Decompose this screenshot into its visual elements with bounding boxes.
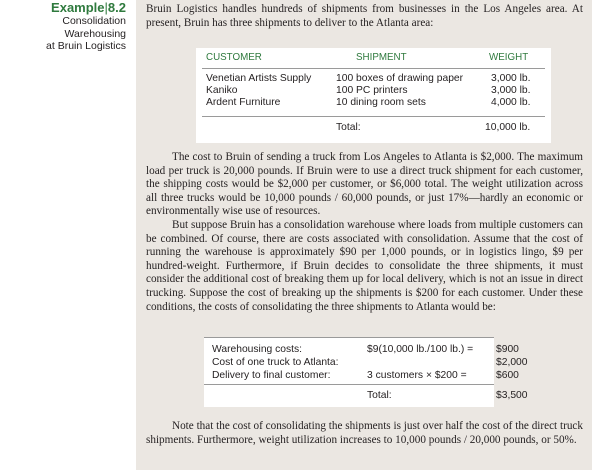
cost-item-label: Warehousing costs: <box>212 344 303 355</box>
intro-paragraph: Bruin Logistics handles hundreds of shipments from businesses in the Los Angeles area. At present, Bruin has three shipments to deliver to the Atlanta area: <box>146 3 583 29</box>
weight-cell: 3,000 lb. <box>491 73 531 84</box>
example-title-line2: at Bruin Logistics <box>46 40 126 52</box>
cost-table-top-rule <box>204 337 494 338</box>
table-row <box>196 73 551 85</box>
cost-calculation: 3 customers × $200 = <box>367 370 467 381</box>
shipments-table-header <box>196 48 551 68</box>
example-content-panel <box>136 0 592 470</box>
consolidation-cost-table <box>204 337 528 407</box>
table-row <box>204 370 519 382</box>
weight-cell: 4,000 lb. <box>491 97 531 108</box>
shipment-cell: 100 boxes of drawing paper <box>336 73 464 84</box>
example-label: Example <box>51 0 105 15</box>
customer-cell: Ardent Furniture <box>206 97 281 108</box>
cost-total-divider <box>204 384 494 385</box>
shipment-cell: 10 dining room sets <box>336 97 426 108</box>
total-value: 10,000 lb. <box>485 122 531 133</box>
table-row <box>204 357 528 369</box>
example-heading: Example|8.2 <box>51 0 126 15</box>
total-divider <box>202 116 545 117</box>
paragraph-consolidation: But suppose Bruin has a consolidation warehouse where loads from multiple customers can be combined. Of course, there are costs associated with consolidation. Assume that the cost of running the warehouse is approximately $90 per 1,000 pounds, or in logistics lingo, $9 per hundred-weight. Furthermore, if Bruin decides to consolidate the three shipments, it must consider the additional cost of breaking them up for local delivery, which is not an issue in direct trucking. Suppose the cost of breaking up the shipments is $200 for each customer. Under these conditions, the costs of consolidating the three shipments to Atlanta would be: <box>146 219 583 313</box>
col-header-shipment: SHIPMENT <box>356 52 407 63</box>
customer-cell: Venetian Artists Supply <box>206 73 312 84</box>
table-row <box>204 344 519 356</box>
cost-total-label: Total: <box>367 390 392 401</box>
example-title-line1: Consolidation Warehousing <box>62 15 126 40</box>
total-row <box>196 122 551 134</box>
example-sidebar <box>0 0 126 53</box>
paragraph-truck-costs: The cost to Bruin of sending a truck from Los Angeles to Atlanta is $2,000. The maximum load per truck is 20,000 pounds. If Bruin were to use a direct truck shipment for each customer, the shipping costs would be $2,000 per customer, or $6,000 total. The weight utilization across all three trucks would be 10,000 pounds / 60,000 pounds, or just 17%—hardly an economic or environmentally wise use of resources. <box>146 151 583 218</box>
cost-total-row <box>204 390 528 402</box>
cost-item-label: Cost of one truck to Atlanta: <box>212 357 339 368</box>
cost-amount: $900 <box>496 344 519 355</box>
shipments-table <box>196 48 551 143</box>
weight-cell: 3,000 lb. <box>491 85 531 96</box>
shipment-cell: 100 PC printers <box>336 85 408 96</box>
header-divider <box>202 68 545 69</box>
paragraph-conclusion: Note that the cost of consolidating the shipments is just over half the cost of the direct truck shipments. Furthermore, weight utilization increases to 10,000 pounds / 20,000 pounds, or 50%. <box>146 420 583 446</box>
example-number: 8.2 <box>107 0 126 15</box>
table-row <box>196 85 551 97</box>
col-header-weight: WEIGHT <box>489 52 529 63</box>
col-header-customer: CUSTOMER <box>206 52 262 63</box>
customer-cell: Kaniko <box>206 85 238 96</box>
cost-item-label: Delivery to final customer: <box>212 370 331 381</box>
cost-calculation: $9(10,000 lb./100 lb.) = <box>367 344 474 355</box>
total-label: Total: <box>336 122 361 133</box>
cost-amount: $600 <box>496 370 519 381</box>
cost-total-value: $3,500 <box>496 390 528 401</box>
cost-amount: $2,000 <box>496 357 528 368</box>
table-row <box>196 97 551 109</box>
